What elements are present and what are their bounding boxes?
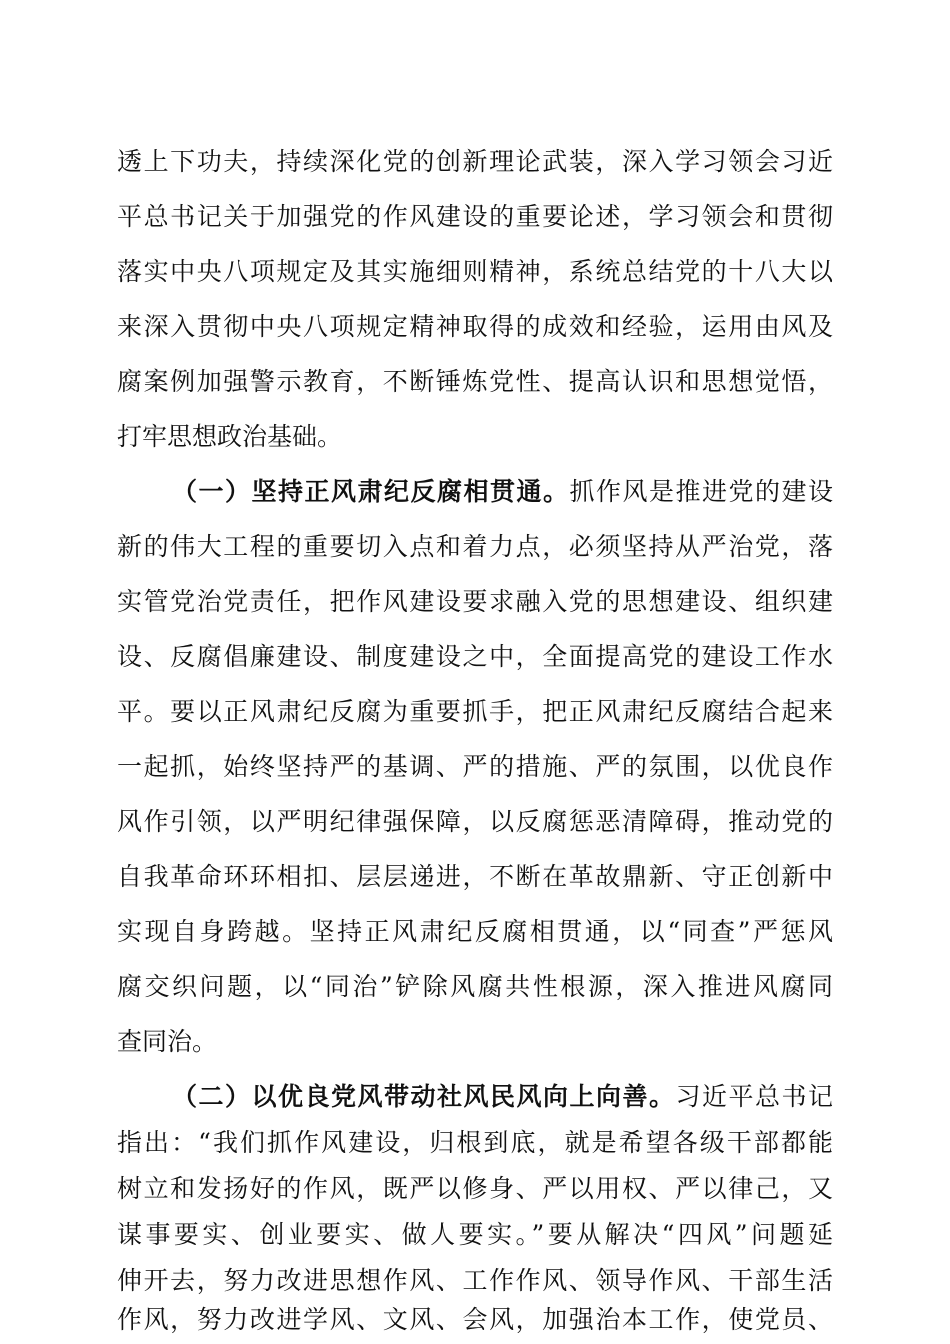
section-heading-line <box>172 472 833 512</box>
paragraph-line: 一起抓，始终坚持严的基调、严的措施、严的氛围，以优良作 <box>117 752 833 781</box>
paragraph-line: 平总书记关于加强党的作风建设的重要论述，学习领会和贯彻 <box>117 202 833 231</box>
paragraph-line: 腐案例加强警示教育，不断锤炼党性、提高认识和思想觉悟， <box>117 367 833 396</box>
paragraph-line: 腐交织问题，以“同治”铲除风腐共性根源，深入推进风腐同 <box>117 972 833 1001</box>
paragraph-line: 打牢思想政治基础。 <box>117 422 343 451</box>
paragraph-line: 透上下功夫，持续深化党的创新理论武装，深入学习领会习近 <box>117 147 833 176</box>
paragraph-line: 谋事要实、创业要实、做人要实。”要从解决“四风”问题延 <box>117 1220 833 1249</box>
paragraph-line: 风作引领，以严明纪律强保障，以反腐惩恶清障碍，推动党的 <box>117 807 833 836</box>
section-heading: （二）以优良党风带动社风民风向上向善。 <box>172 1082 676 1111</box>
paragraph-line: 平。要以正风肃纪反腐为重要抓手，把正风肃纪反腐结合起来 <box>117 697 833 726</box>
paragraph-line: 实现自身跨越。坚持正风肃纪反腐相贯通，以“同查”严惩风 <box>117 917 833 946</box>
section-heading-line <box>172 1077 833 1117</box>
paragraph-line: 新的伟大工程的重要切入点和着力点，必须坚持从严治党，落 <box>117 532 833 561</box>
paragraph-line: 落实中央八项规定及其实施细则精神，系统总结党的十八大以 <box>117 257 833 286</box>
paragraph-line: 指出：“我们抓作风建设，归根到底，就是希望各级干部都能 <box>117 1128 833 1157</box>
paragraph-line: 伸开去，努力改进思想作风、工作作风、领导作风、干部生活 <box>117 1266 833 1295</box>
paragraph-line: 实管党治党责任，把作风建设要求融入党的思想建设、组织建 <box>117 587 833 616</box>
paragraph-line: 作风，努力改进学风、文风、会风，加强治本工作，使党员、 <box>117 1305 833 1334</box>
paragraph-line: 树立和发扬好的作风，既严以修身、严以用权、严以律己，又 <box>117 1174 833 1203</box>
section-heading: （一）坚持正风肃纪反腐相贯通。 <box>172 477 570 506</box>
paragraph-line: 查同治。 <box>117 1027 218 1056</box>
paragraph-line: 来深入贯彻中央八项规定精神取得的成效和经验，运用由风及 <box>117 312 833 341</box>
paragraph-line: 自我革命环环相扣、层层递进，不断在革故鼎新、守正创新中 <box>117 862 833 891</box>
paragraph-text: 抓作风是推进党的建设 <box>569 477 833 506</box>
paragraph-text: 习近平总书记 <box>675 1082 833 1111</box>
paragraph-line: 设、反腐倡廉建设、制度建设之中，全面提高党的建设工作水 <box>117 642 833 671</box>
